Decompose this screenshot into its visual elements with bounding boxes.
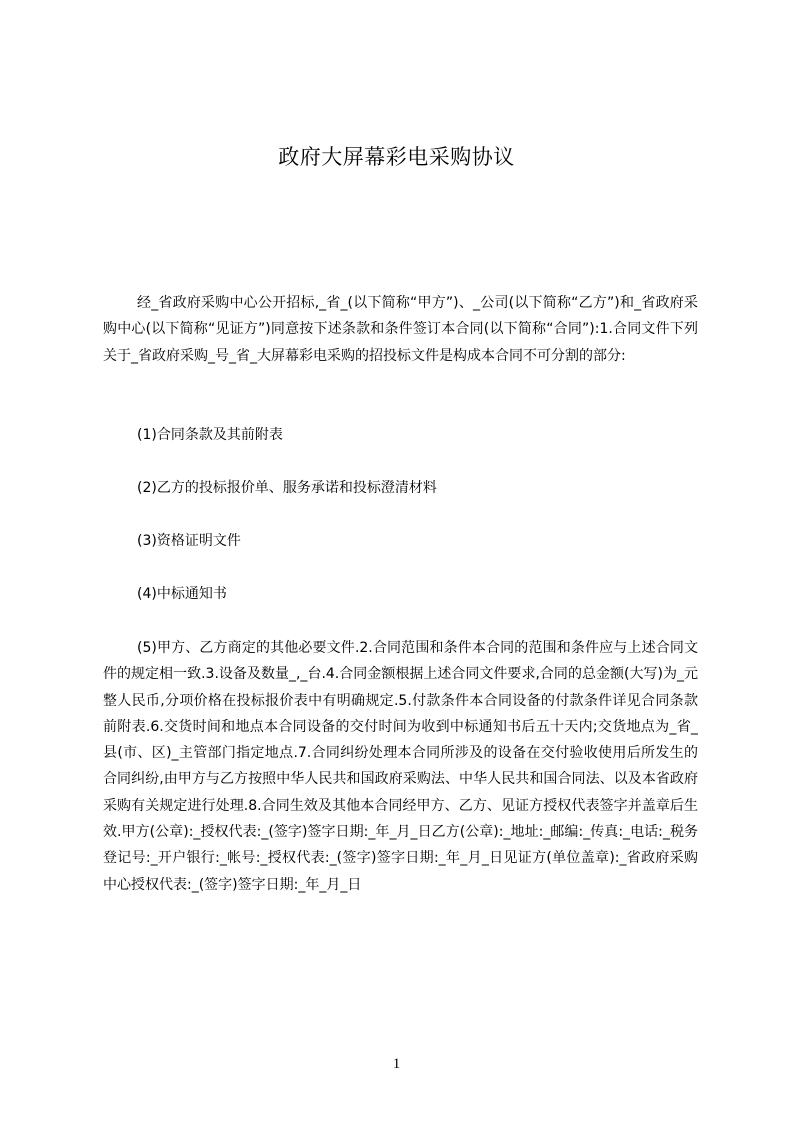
page-number: 1 — [392, 1056, 401, 1072]
body-paragraph: (5)甲方、乙方商定的其他必要文件.2.合同范围和条件本合同的范围和条件应与上述合同文件的规定相一致.3.设备及数量_,_台.4.合同金额根据上述合同文件要求,合同的总金额(大写)为_元整人民币,分项价格在投标报价表中有明确规定.5.付款条件本合同设备的付款条件详见合同条款前附表.6.交货时间和地点本合同设备的交付时间为收到中标通知书后五十天内;交货地点为_省_县(市、区)_主管部门指定地点.7.合同纠纷处理本合同所涉及的设备在交付验收使用后所发生的合同纠纷,由甲方与乙方按照中华人民共和国政府采购法、中华人民共和国合同法、以及本省政府采购有关规定进行处理.8.合同生效及其他本合同经甲方、乙方、见证方授权代表签字并盖章后生效.甲方(公章):_授权代表:_(签字)签字日期:_年_月_日乙方(公章):_地址:_邮编:_传真:_电话:_税务登记号:_开户银行:_帐号:_授权代表:_(签字)签字日期:_年_月_日见证方(单位盖章):_省政府采购中心授权代表:_(签字)签字日期:_年_月_日 — [103, 640, 698, 893]
list-item-3: (3)资格证明文件 — [137, 533, 241, 549]
list-item-2: (2)乙方的投标报价单、服务承诺和投标澄清材料 — [137, 480, 437, 496]
intro-paragraph: 经_省政府采购中心公开招标,_省_(以下简称“甲方”)、_公司(以下简称“乙方”)和_省政府采购中心(以下简称“见证方”)同意按下述条款和条件签订本合同(以下简称“合同”):1.合同文件下列关于_省政府采购_号_省_大屏幕彩电采购的招投标文件是构成本合同不可分割的部分: — [103, 295, 698, 364]
document-title: 政府大屏幕彩电采购协议 — [278, 145, 515, 169]
list-item-4: (4)中标通知书 — [137, 586, 227, 602]
list-item-1: (1)合同条款及其前附表 — [137, 427, 283, 443]
